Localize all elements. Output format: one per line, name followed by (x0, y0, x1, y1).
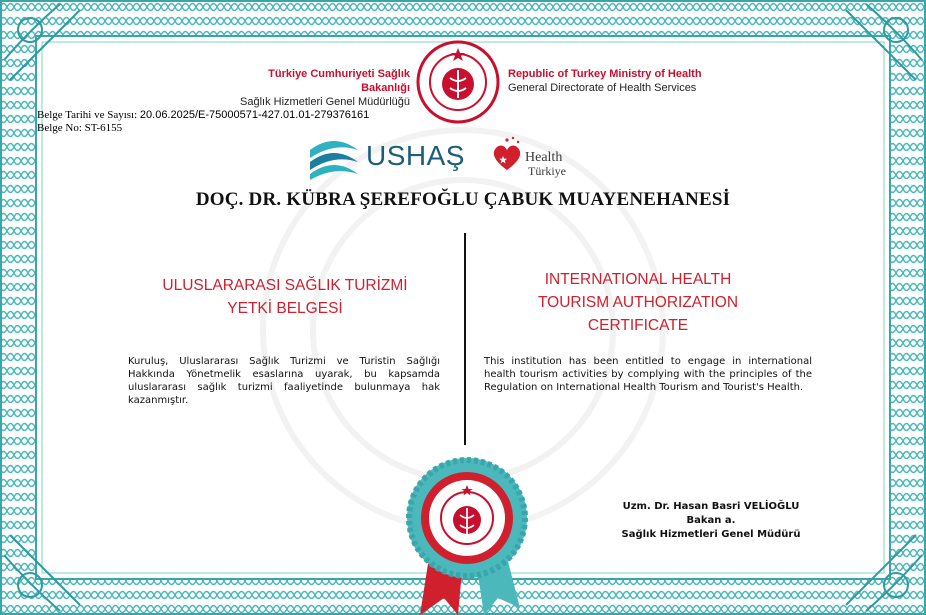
header-tr (220, 67, 410, 109)
health-turkiye-line2: Türkiye (528, 164, 566, 178)
turkish-title (110, 274, 460, 320)
institution-name: DOÇ. DR. KÜBRA ŞEREFOĞLU ÇABUK MUAYENEHANESİ (195, 189, 731, 210)
signature-block (596, 500, 826, 542)
signature-role: Bakan a. (686, 515, 736, 526)
header-tr-ministry: Türkiye Cumhuriyeti Sağlık Bakanlığı (268, 68, 410, 94)
ushas-logo-text: USHAŞ (366, 140, 465, 171)
signature-title: Sağlık Hizmetleri Genel Müdürü (621, 529, 801, 540)
center-divider (464, 233, 466, 445)
document-date-row (37, 109, 369, 122)
header-en-ministry: Republic of Turkey Ministry of Health (508, 68, 702, 80)
health-turkiye-heart-icon (491, 136, 523, 174)
turkish-title-line1: ULUSLARARASI SAĞLIK TURİZMİ (162, 277, 408, 294)
english-title-line2: TOURISM AUTHORIZATION (537, 294, 739, 311)
document-date-value: 20.06.2025/E-75000571-427.01.01-279376161 (139, 109, 370, 121)
english-title-line3: CERTIFICATE (587, 317, 689, 334)
health-turkiye-line1: Health (525, 150, 563, 165)
header-tr-directorate: Sağlık Hizmetleri Genel Müdürlüğü (240, 96, 410, 108)
document-date-label: Belge Tarihi ve Sayısı: (37, 109, 138, 121)
english-body: This institution has been entitled to engage in international health tourism activities by complying with the principles of the Regulation on International Health Tourism and Tourist's Health. (484, 356, 812, 393)
document-meta (37, 109, 369, 135)
english-title (468, 268, 808, 337)
signature-name: Uzm. Dr. Hasan Basri VELİOĞLU (622, 501, 800, 512)
turkish-title-line2: YETKİ BELGESİ (227, 300, 343, 317)
header-en (508, 67, 728, 95)
turkish-body: Kuruluş, Uluslararası Sağlık Turizmi ve Turistin Sağlığı Hakkında Yönetmelik esaslarına uyarak, bu kapsamda uluslararası sağlık turizmi faaliyetinde bulunmaya hak kazanmıştır. (128, 356, 440, 406)
ushas-logo-icon (306, 136, 362, 182)
ministry-seal-icon (416, 40, 500, 124)
header-en-directorate: General Directorate of Health Services (508, 82, 697, 94)
english-title-line1: INTERNATIONAL HEALTH (544, 271, 732, 288)
rosette-seal-icon (392, 448, 542, 615)
document-number: Belge No: ST-6155 (37, 122, 123, 134)
